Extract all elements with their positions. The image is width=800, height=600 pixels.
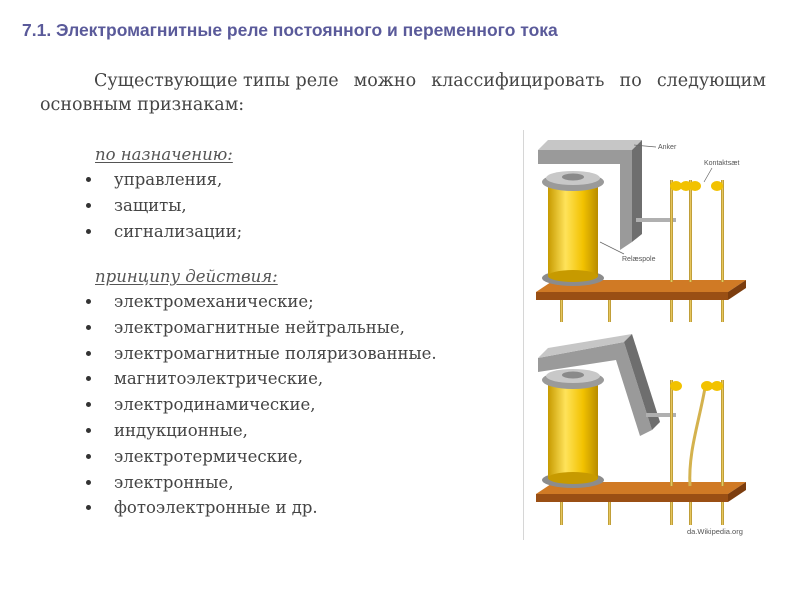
list-item-text: электромагнитные нейтральные, [114, 317, 405, 337]
contact-rod [689, 180, 692, 282]
relay-lower [536, 334, 746, 525]
list-item-text: индукционные, [114, 420, 248, 440]
list-item-text: электротермические, [114, 446, 303, 466]
bullet-icon [86, 505, 91, 510]
intro-paragraph [40, 69, 766, 117]
contact [711, 381, 723, 391]
coil-bottom [548, 270, 598, 282]
contact-rod [721, 180, 724, 282]
intro-line-2: основным признакам: [40, 95, 245, 115]
image-credit: da.Wikipedia.org [687, 527, 743, 536]
list-item [80, 341, 437, 367]
bullet-icon [86, 299, 91, 304]
bullet-icon [86, 454, 91, 459]
list-item [80, 289, 437, 315]
bullet-icon [86, 351, 91, 356]
purpose-list [80, 167, 242, 244]
yoke-side [632, 140, 642, 242]
label-anker: Anker [658, 144, 677, 151]
base-front [536, 292, 728, 300]
list-item [80, 167, 242, 193]
label-relaespole: Relæspole [622, 256, 656, 263]
slide-title: 7.1. Электромагнитные реле постоянного и переменного тока [22, 20, 558, 40]
list-item-text: электродинамические, [114, 395, 316, 415]
intro-word: можно [353, 71, 417, 91]
list-item [80, 193, 242, 219]
principle-heading: принципу действия: [95, 267, 278, 286]
list-item [80, 444, 437, 470]
list-item-text: электромеханические; [114, 292, 314, 311]
purpose-heading: по назначению: [95, 145, 233, 164]
intro-word: следующим [656, 71, 766, 91]
list-item-text: магнитоэлектрические, [114, 369, 324, 389]
core [562, 174, 584, 181]
contact [670, 381, 682, 391]
intro-word: по [619, 71, 642, 91]
base-front [536, 494, 728, 502]
bullet-icon [86, 203, 91, 208]
list-item-text: фотоэлектронные и др. [114, 498, 318, 518]
bullet-icon [86, 376, 91, 381]
principle-list [80, 289, 437, 521]
intro-line-1 [40, 69, 766, 93]
list-item [80, 495, 437, 521]
bullet-icon [86, 402, 91, 407]
list-item [80, 219, 242, 245]
leader-line [704, 168, 712, 182]
list-item [80, 470, 437, 496]
bullet-icon [86, 177, 91, 182]
coil-bottom [548, 472, 598, 484]
list-item-text: управления, [114, 170, 223, 189]
list-item-text: сигнализации; [114, 221, 243, 241]
intro-word: классифицировать [431, 71, 605, 91]
bullet-icon [86, 480, 91, 485]
list-item-text: электромагнитные поляризованные. [114, 343, 437, 363]
list-item [80, 392, 437, 418]
contact [711, 181, 723, 191]
contact-rod [670, 180, 673, 282]
list-item [80, 366, 437, 392]
intro-word: Существующие типы реле [94, 71, 339, 91]
coil [548, 182, 598, 276]
list-item [80, 315, 437, 341]
bullet-icon [86, 325, 91, 330]
bullet-icon [86, 428, 91, 433]
list-item-text: защиты, [114, 195, 187, 215]
contact-rod [670, 380, 673, 486]
label-kontaktsaet: Kontaktsæt [704, 160, 740, 167]
relay-illustration [524, 130, 764, 540]
contact-rod-bent [690, 382, 706, 486]
bullet-icon [86, 229, 91, 234]
contact-rod [721, 380, 724, 486]
yoke-top [538, 140, 642, 150]
coil [548, 380, 598, 478]
core [562, 372, 584, 379]
relay-figure [523, 130, 764, 540]
contact [689, 181, 701, 191]
list-item [80, 418, 437, 444]
relay-upper [536, 140, 746, 322]
list-item-text: электронные, [114, 472, 234, 492]
